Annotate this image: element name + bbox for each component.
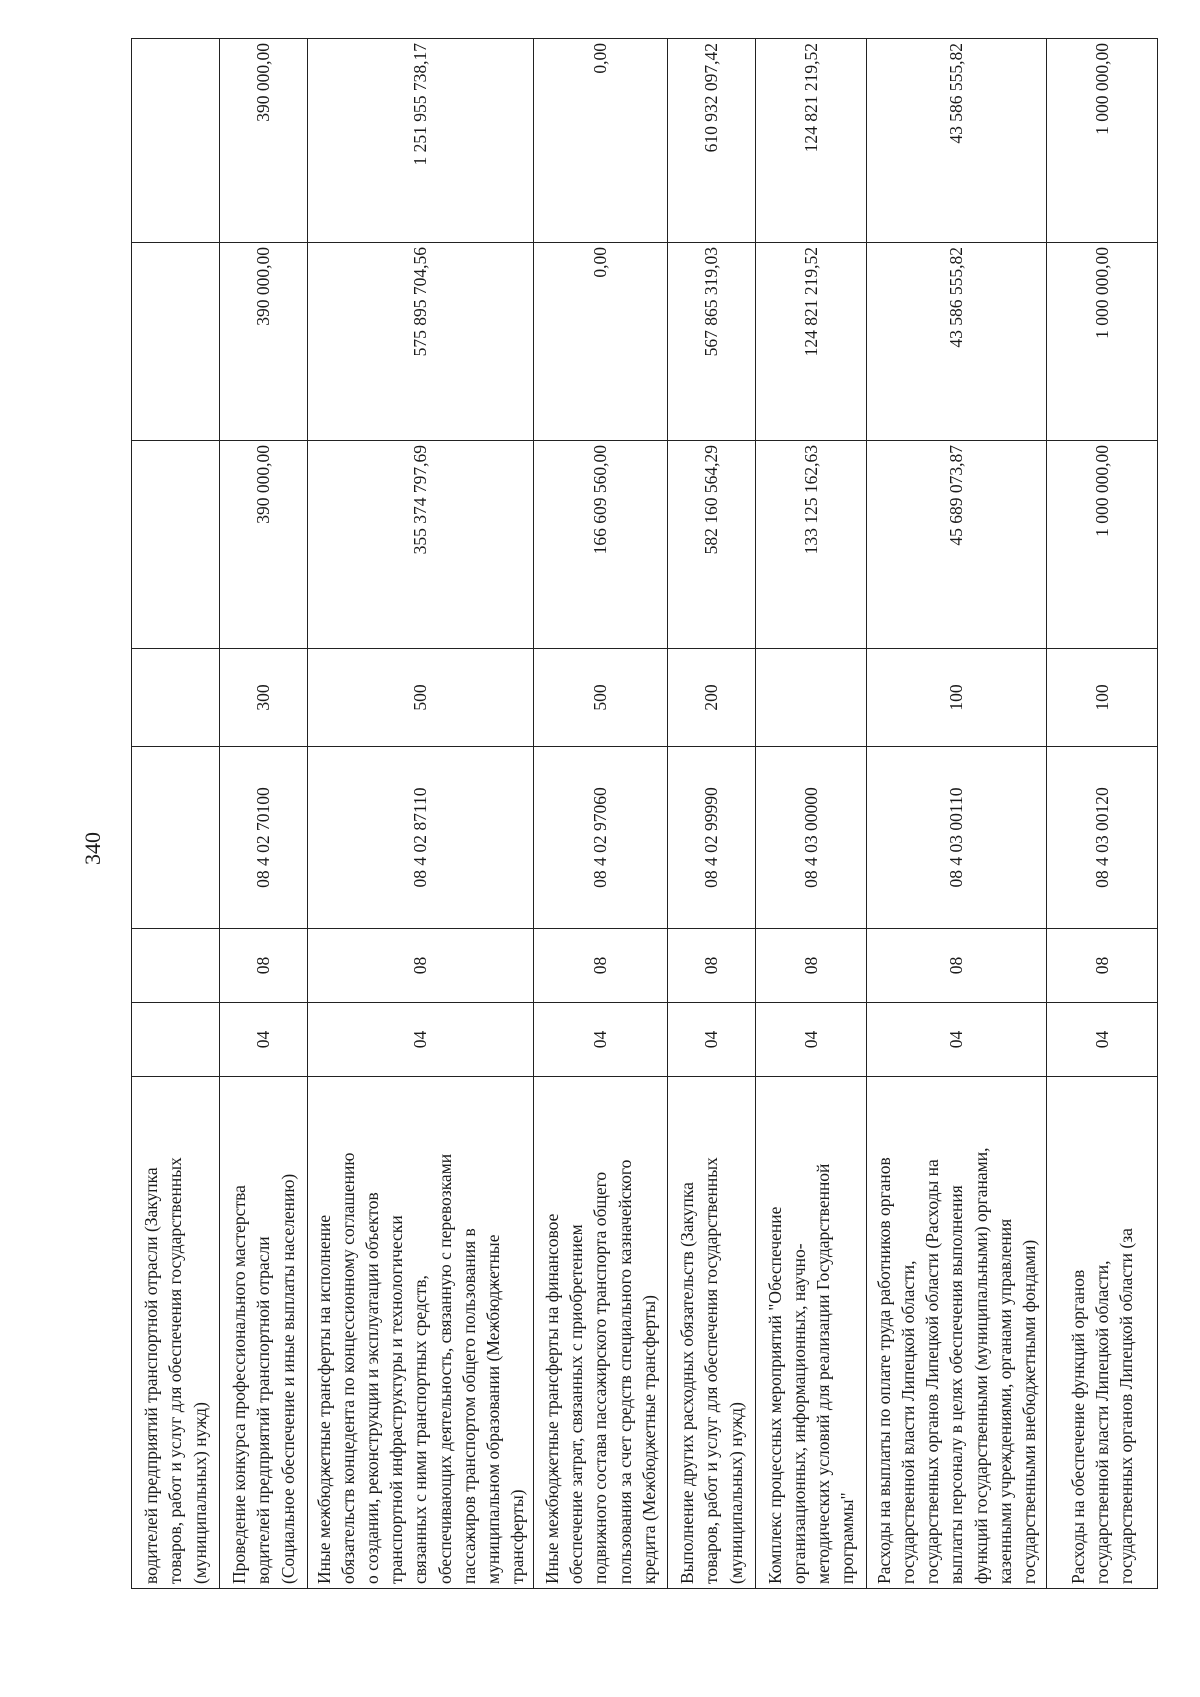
subsection-code: 08 [756,929,867,1003]
table-row [867,39,1047,1589]
amount-year-1 [132,441,220,649]
row-description [1047,1077,1158,1589]
description-line: товаров, работ и услуг для обеспечения государственных [165,1157,186,1584]
section-code: 04 [1047,1003,1158,1077]
section-code [132,1003,220,1077]
description-line: водителей предприятий транспортной отрасли (Закупка [141,1167,162,1584]
description-line: обеспечение затрат, связанных с приобретением [566,1224,587,1584]
table-row [756,39,867,1589]
description-line: пользования за счет средств специального казначейского [614,1159,635,1584]
target-article-code: 08 4 02 97060 [534,747,668,929]
description-line: транспортной инфраструктуры и технологически [386,1215,407,1584]
subsection-code: 08 [1047,929,1158,1003]
row-description [308,1077,534,1589]
expense-type-code: 200 [668,649,756,747]
subsection-code: 08 [668,929,756,1003]
expense-type-code: 500 [308,649,534,747]
amount-year-2 [132,243,220,441]
amount-year-3: 390 000,00 [220,39,308,243]
description-line: Комплекс процессных мероприятий "Обеспечение [764,1206,785,1584]
amount-year-1: 133 125 162,63 [756,441,867,649]
table-row [1047,39,1158,1589]
table-row [132,39,220,1589]
description-line: государственными внебюджетными фондами) [1018,1239,1039,1584]
description-line: Расходы на обеспечение функций органов [1067,1269,1088,1584]
section-code: 04 [220,1003,308,1077]
amount-year-3: 1 000 000,00 [1047,39,1158,243]
amount-year-2: 575 895 704,56 [308,243,534,441]
target-article-code: 08 4 03 00110 [867,747,1047,929]
description-line: (муниципальных) нужд) [189,1402,210,1584]
amount-year-2: 124 821 219,52 [756,243,867,441]
subsection-code [132,929,220,1003]
row-description [534,1077,668,1589]
table-row [220,39,308,1589]
amount-year-3 [132,39,220,243]
table-row [668,39,756,1589]
description-line: связанных с ними транспортных средств, [410,1275,431,1584]
subsection-code: 08 [534,929,668,1003]
description-line: государственных органов Липецкой области (Расходы на [922,1159,943,1584]
amount-year-2: 567 865 319,03 [668,243,756,441]
description-line: муниципальном образовании (Межбюджетные [482,1234,503,1584]
description-line: пассажиров транспортом общего пользования в [458,1228,479,1584]
description-line: водителей предприятий транспортной отрасли [253,1236,274,1584]
amount-year-2: 43 586 555,82 [867,243,1047,441]
section-code: 04 [534,1003,668,1077]
row-description [132,1077,220,1589]
amount-year-1: 1 000 000,00 [1047,441,1158,649]
amount-year-1: 45 689 073,87 [867,441,1047,649]
row-description [867,1077,1047,1589]
section-code: 04 [668,1003,756,1077]
subsection-code: 08 [867,929,1047,1003]
description-line: товаров, работ и услуг для обеспечения государственных [701,1157,722,1584]
description-line: обеспечивающих деятельность, связанную с перевозками [434,1153,455,1584]
target-article-code: 08 4 02 87110 [308,747,534,929]
description-line: казенными учреждениями, органами управления [994,1218,1015,1584]
expense-type-code [756,649,867,747]
description-line: о создании, реконструкции и эксплуатации объектов [362,1192,383,1584]
amount-year-2: 0,00 [534,243,668,441]
description-line: государственной власти Липецкой области, [898,1260,919,1584]
expense-type-code: 100 [1047,649,1158,747]
row-description [668,1077,756,1589]
amount-year-2: 390 000,00 [220,243,308,441]
description-line: государственных органов Липецкой области (за [1116,1228,1137,1584]
expense-type-code: 100 [867,649,1047,747]
section-code: 04 [308,1003,534,1077]
description-line: (муниципальных) нужд) [725,1402,746,1584]
target-article-code: 08 4 02 99990 [668,747,756,929]
target-article-code: 08 4 03 00000 [756,747,867,929]
description-line: трансферты) [506,1489,527,1584]
table-row [534,39,668,1589]
subsection-code: 08 [220,929,308,1003]
target-article-code: 08 4 02 70100 [220,747,308,929]
amount-year-1: 355 374 797,69 [308,441,534,649]
expense-type-code [132,649,220,747]
description-line: подвижного состава пассажирского транспорта общего [590,1171,611,1584]
description-line: (Социальное обеспечение и иные выплаты населению) [277,1173,298,1584]
description-line: государственной власти Липецкой области, [1091,1260,1112,1584]
amount-year-1: 582 160 564,29 [668,441,756,649]
description-line: Выполнение других расходных обязательств (Закупка [677,1182,698,1584]
target-article-code [132,747,220,929]
section-code: 04 [756,1003,867,1077]
amount-year-2: 1 000 000,00 [1047,243,1158,441]
description-line: Иные межбюджетные трансферты на финансовое [542,1213,563,1584]
table-body [132,39,1158,1589]
target-article-code: 08 4 03 00120 [1047,747,1158,929]
expense-type-code: 500 [534,649,668,747]
subsection-code: 08 [308,929,534,1003]
description-line: Иные межбюджетные трансферты на исполнение [313,1214,334,1584]
table-row [308,39,534,1589]
description-line: программы" [837,1492,858,1584]
amount-year-3: 0,00 [534,39,668,243]
expense-type-code: 300 [220,649,308,747]
description-line: обязательств концедента по концессионному соглашению [338,1152,358,1584]
description-line: Проведение конкурса профессионального мастерства [229,1185,250,1584]
amount-year-3: 1 251 955 738,17 [308,39,534,243]
description-line: Расходы на выплаты по оплате труда работников органов [874,1157,894,1584]
description-line: кредита (Межбюджетные трансферты) [638,1295,659,1584]
amount-year-3: 610 932 097,42 [668,39,756,243]
description-line: функций государственными (муниципальными) органами, [970,1147,991,1584]
amount-year-3: 43 586 555,82 [867,39,1047,243]
description-line: методических условий для реализации Государственной [813,1163,833,1584]
section-code: 04 [867,1003,1047,1077]
budget-table [131,38,1158,1589]
amount-year-3: 124 821 219,52 [756,39,867,243]
page-number: 340 [80,832,105,865]
description-line: выплаты персоналу в целях обеспечения выполнения [946,1185,967,1584]
description-line: организационных, информационных, научно- [788,1243,809,1584]
row-description [756,1077,867,1589]
amount-year-1: 166 609 560,00 [534,441,668,649]
amount-year-1: 390 000,00 [220,441,308,649]
row-description [220,1077,308,1589]
